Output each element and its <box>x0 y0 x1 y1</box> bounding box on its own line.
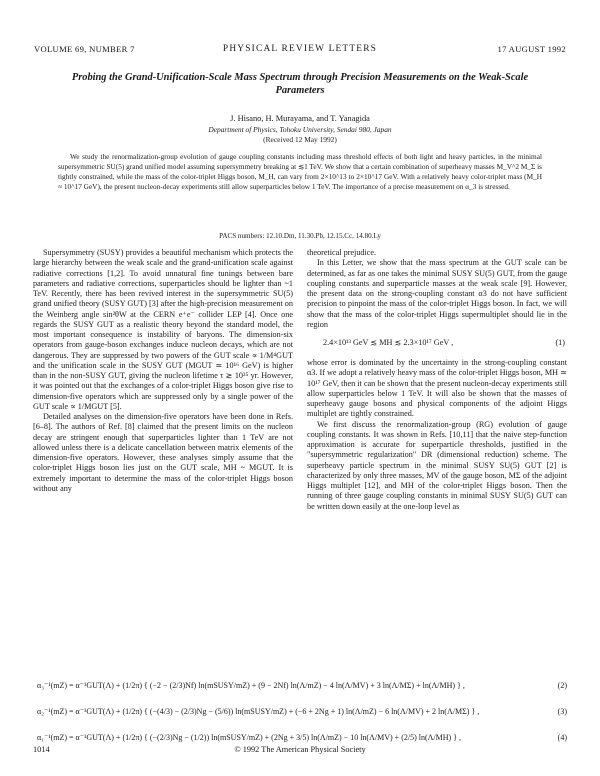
running-header <box>34 44 566 56</box>
equation-2 <box>33 675 567 701</box>
body-paragraph: theoretical prejudice. <box>307 248 377 257</box>
body-paragraph: We first discuss the renormalization-group (RG) evolution of gauge coupling constants. It was shown in Refs. [10,11] that the naive step-function approximation is accurate for superparticle thresholds, justified in the "supersymmetric regularization" DR (dimensional reduction) scheme. The superheavy particle spectrum in the minimal SUSY SU(5) GUT [2] is characterized by only three masses, MV of the gauge boson, MΣ of the adjoint Higgs multiplet [12], and MH of the color-triplet Higgs boson. Then the running of three gauge coupling constants in minimal SUSY SU(5) GUT can be written down easily at the one-loop level as <box>307 419 567 511</box>
body-paragraph: Supersymmetry (SUSY) provides a beautiful mechanism which protects the large hierarchy between the weak scale and the grand-unification scale against radiative corrections [1,2]. To avoid unnatural fine tunings between bare parameters and radiative corrections, superparticles should be lighter than ~1 TeV. Recently, there has been revived interest in the supersymmetric SU(5) grand unified theory (SUSY GUT) [3] after the high-precision measurement on the Weinberg angle sin²θW at the CERN e⁺e⁻ collider LEP [4]. Once one regards the SUSY GUT as a realistic theory beyond the standard model, the most important consequence is instability of baryons. The dimension-six operators from gauge-boson exchanges induce nucleon decays, which are not dangerous. They are suppressed by two powers of the GUT scale ∝ 1/M⁴GUT and the unification scale in the SUSY GUT (MGUT ≃ 10¹⁶ GeV) is higher than in the non-SUSY GUT, giving the nucleon lifetime τ ≳ 10³⁵ yr. However, it was pointed out that the exchanges of a color-triplet Higgs boson give rise to dimension-five operators which are suppressed only by a single power of the GUT scale ∝ 1/MGUT [5]. <box>33 248 293 411</box>
equation-body: α₂⁻¹(mZ) = α⁻¹GUT(Λ) + (1/2π) { (−(4/3) − (2/3)Ng − (5/6)) ln(mSUSY/mZ) + (−6 + 2Ng + 1) ln(Λ/mZ) − 6 ln(Λ/MV) + 2 ln(Λ/MΣ) } , <box>37 707 480 716</box>
equation-body: α₃⁻¹(mZ) = α⁻¹GUT(Λ) + (1/2π) { (−2 − (2/3)Nf) ln(mSUSY/mZ) + (9 − 2Nf) ln(Λ/mZ) − 4 ln(Λ/MV) + 3 ln(Λ/MΣ) + ln(Λ/MH) } , <box>37 681 465 690</box>
journal-name: PHYSICAL REVIEW LETTERS <box>222 44 378 54</box>
left-column <box>33 248 293 666</box>
equation-body: α₁⁻¹(mZ) = α⁻¹GUT(Λ) + (1/2π) { (−(2/3)Ng − (1/2)) ln(mSUSY/mZ) + (2Ng + 3/5) ln(Λ/mZ) − 10 ln(Λ/MV) + (2/5) ln(Λ/MH) } , <box>37 733 462 742</box>
received-date: (Received 12 May 1992) <box>263 135 337 144</box>
abstract: We study the renormalization-group evolution of gauge coupling constants including mass threshold effects of both light and heavy particles, in the minimal supersymmetric SU(5) grand unified model assuming supersymmetry breaking at ≲1 TeV. We show that a certain combination of superheavy masses M_V^2 M_Σ is tightly constrained, while the mass of the color-triplet Higgs boson, M_H, can vary from 2×10^13 to 2×10^17 GeV. With a relatively heavy color-triplet mass (M_H ≈ 10^17 GeV), the present nucleon-decay experiments still allow superparticles below 1 TeV. The importance of a precise measurement on α_3 is stressed. <box>58 152 542 191</box>
equation-body: 2.4×10¹³ GeV ≲ MH ≲ 2.3×10¹⁷ GeV , <box>323 338 454 347</box>
right-column <box>307 248 567 666</box>
affiliation: Department of Physics, Tohoku University, Sendai 980, Japan <box>208 125 392 134</box>
page-footer <box>33 745 567 757</box>
body-paragraph: whose error is dominated by the uncertainty in the strong-coupling constant α3. If we adopt a relatively heavy mass of the color-triplet Higgs boson, MH ≃ 10¹⁷ GeV, then it can be shown that the present nucleon-decay experiments still allow superparticles below 1 TeV. It will also be shown that the masses of superheavy gauge bosons and physical components of the adjoint Higgs multiplet are tightly constrained. <box>307 358 567 419</box>
equation-number: (1) <box>555 338 565 347</box>
paper-title: Probing the Grand-Unification-Scale Mass Spectrum through Precision Measurements on the Weak-Scale Parameters <box>71 72 529 96</box>
equation-3 <box>33 701 567 727</box>
volume-number: VOLUME 69, NUMBER 7 <box>34 44 135 54</box>
equation-1 <box>307 338 567 350</box>
pacs-numbers: PACS numbers: 12.10.Dm, 11.30.Pb, 12.15.Cc, 14.80.Ly <box>219 232 381 240</box>
display-equations <box>33 675 567 753</box>
equation-number: (4) <box>557 733 567 742</box>
issue-date: 17 AUGUST 1992 <box>497 44 566 54</box>
equation-number: (2) <box>557 681 567 690</box>
equation-number: (3) <box>557 707 567 716</box>
copyright-notice: © 1992 The American Physical Society <box>234 745 366 754</box>
page-number: 1014 <box>33 745 50 754</box>
author-list: J. Hisano, H. Murayama, and T. Yanagida <box>230 114 370 123</box>
body-paragraph: Detailed analyses on the dimension-five operators have been done in Refs. [6–8]. The authors of Ref. [8] claimed that the present limits on the nucleon decay are stringent enough that superparticles lighter than 1 TeV are not allowed unless there is a delicate cancellation between matrix elements of the dimension-five operators. However, these analyses simply assume that the color-triplet Higgs boson lies just on the GUT scale, MH ~ MGUT. It is extremely important to determine the mass of the color-triplet Higgs boson without any <box>33 412 293 493</box>
body-paragraph: In this Letter, we show that the mass spectrum at the GUT scale can be determined, as far as one takes the minimal SUSY SU(5) GUT, from the gauge coupling constants and superparticle masses at the weak scale [9]. However, the present data on the strong-coupling constant α3 do not have sufficient precision to pinpoint the mass of the color-triplet Higgs boson. In fact, we will show that the mass of the color-triplet Higgs supermultiplet should lie in the region <box>307 258 567 329</box>
